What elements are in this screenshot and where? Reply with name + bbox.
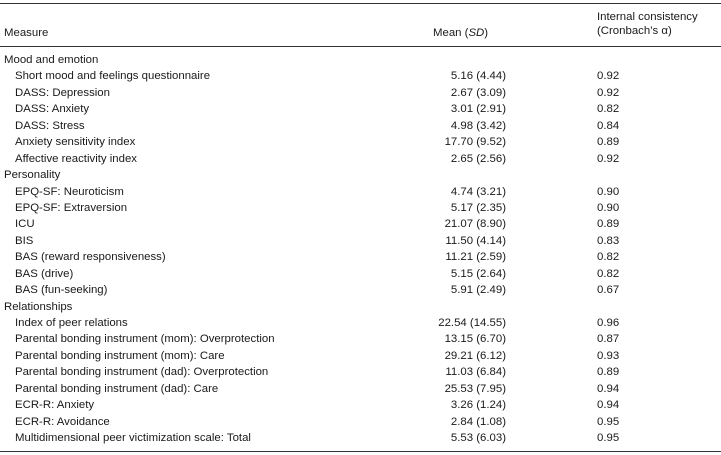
header-bottom-rule bbox=[0, 46, 721, 47]
alpha-cell: 0.89 bbox=[597, 136, 620, 149]
table-row bbox=[0, 331, 721, 347]
measure-cell: Parental bonding instrument (mom): Care bbox=[15, 349, 225, 362]
table-body bbox=[0, 52, 721, 447]
mean-sd-cell: 4.74 (3.21) bbox=[450, 185, 506, 198]
table-row bbox=[0, 118, 721, 134]
measure-cell: ICU bbox=[15, 218, 35, 231]
table-row bbox=[0, 397, 721, 413]
measure-cell: DASS: Stress bbox=[15, 119, 85, 132]
alpha-cell: 0.87 bbox=[597, 333, 620, 346]
alpha-cell: 0.90 bbox=[597, 201, 620, 214]
table-row bbox=[0, 101, 721, 117]
group-header-row bbox=[0, 52, 721, 68]
alpha-cell: 0.94 bbox=[597, 399, 620, 412]
column-header-measure: Measure bbox=[4, 27, 49, 39]
alpha-cell: 0.92 bbox=[597, 152, 620, 165]
measure-cell: Parental bonding instrument (mom): Overprotection bbox=[15, 333, 275, 346]
ic-header-line1: Internal consistency bbox=[597, 11, 698, 23]
mean-sd-cell: 17.70 (9.52) bbox=[444, 136, 506, 149]
measure-cell: Multidimensional peer victimization scale: Total bbox=[15, 432, 251, 445]
table-row bbox=[0, 364, 721, 380]
alpha-cell: 0.95 bbox=[597, 415, 620, 428]
alpha-cell: 0.89 bbox=[597, 218, 620, 231]
measure-cell: EPQ-SF: Extraversion bbox=[15, 201, 128, 214]
alpha-cell: 0.90 bbox=[597, 185, 620, 198]
alpha-cell: 0.67 bbox=[597, 284, 620, 297]
mean-sd-cell: 11.03 (6.84) bbox=[445, 366, 506, 379]
alpha-cell: 0.92 bbox=[597, 86, 620, 99]
measure-cell: Index of peer relations bbox=[15, 317, 128, 329]
alpha-cell: 0.84 bbox=[597, 119, 620, 132]
group-header-row bbox=[0, 299, 721, 315]
table-row bbox=[0, 184, 721, 200]
alpha-cell: 0.94 bbox=[597, 382, 620, 395]
table-row bbox=[0, 266, 721, 282]
ic-header-line2: (Cronbach’s α) bbox=[597, 25, 672, 37]
mean-sd-cell: 4.98 (3.42) bbox=[450, 119, 506, 132]
table-top-rule bbox=[0, 3, 721, 4]
mean-header-sd: SD bbox=[468, 27, 485, 39]
table-row bbox=[0, 200, 721, 216]
mean-sd-cell: 5.16 (4.44) bbox=[450, 70, 506, 83]
column-header-mean-sd bbox=[433, 26, 488, 40]
table-row bbox=[0, 134, 721, 150]
alpha-cell: 0.83 bbox=[597, 234, 620, 247]
column-header-internal-consistency bbox=[597, 10, 721, 38]
measure-cell: Parental bonding instrument (dad): Care bbox=[15, 382, 219, 395]
table-row bbox=[0, 315, 721, 331]
table-row bbox=[0, 85, 721, 101]
table-row bbox=[0, 249, 721, 265]
table-row bbox=[0, 282, 721, 298]
mean-sd-cell: 13.15 (6.70) bbox=[444, 333, 506, 346]
table-bottom-rule bbox=[0, 451, 721, 452]
measure-cell: Anxiety sensitivity index bbox=[15, 136, 136, 149]
alpha-cell: 0.96 bbox=[597, 317, 620, 329]
group-label: Personality bbox=[4, 169, 61, 182]
table-row bbox=[0, 151, 721, 167]
measure-cell: Short mood and feelings questionnaire bbox=[15, 70, 211, 83]
mean-sd-cell: 5.17 (2.35) bbox=[450, 201, 506, 214]
mean-sd-cell: 2.84 (1.08) bbox=[450, 415, 506, 428]
table-row bbox=[0, 348, 721, 364]
alpha-cell: 0.82 bbox=[597, 267, 620, 280]
measure-cell: Parental bonding instrument (dad): Overprotection bbox=[15, 366, 269, 379]
measure-cell: DASS: Anxiety bbox=[15, 103, 90, 116]
measure-cell: BAS (reward responsiveness) bbox=[15, 251, 166, 264]
mean-sd-cell: 5.91 (2.49) bbox=[450, 284, 506, 297]
measure-cell: BAS (drive) bbox=[15, 267, 74, 280]
measure-cell: Affective reactivity index bbox=[15, 152, 137, 165]
table-row bbox=[0, 430, 721, 446]
mean-sd-cell: 2.65 (2.56) bbox=[450, 152, 506, 165]
group-header-row bbox=[0, 167, 721, 183]
mean-sd-cell: 3.01 (2.91) bbox=[450, 103, 506, 116]
mean-sd-cell: 5.15 (2.64) bbox=[450, 267, 506, 280]
group-label: Mood and emotion bbox=[4, 54, 99, 66]
mean-sd-cell: 11.21 (2.59) bbox=[445, 251, 506, 264]
mean-sd-cell: 5.53 (6.03) bbox=[450, 432, 506, 445]
alpha-cell: 0.82 bbox=[597, 251, 620, 264]
table-row bbox=[0, 216, 721, 232]
mean-sd-cell: 3.26 (1.24) bbox=[450, 399, 506, 412]
mean-header-suffix: ) bbox=[484, 27, 489, 39]
mean-sd-cell: 2.67 (3.09) bbox=[450, 86, 506, 99]
measure-cell: EPQ-SF: Neuroticism bbox=[15, 185, 124, 198]
table-row bbox=[0, 381, 721, 397]
alpha-cell: 0.89 bbox=[597, 366, 620, 379]
alpha-cell: 0.93 bbox=[597, 349, 620, 362]
table-row bbox=[0, 233, 721, 249]
mean-sd-cell: 25.53 (7.95) bbox=[444, 382, 506, 395]
table-row bbox=[0, 414, 721, 430]
mean-sd-cell: 11.50 (4.14) bbox=[445, 234, 506, 247]
measure-cell: ECR-R: Anxiety bbox=[15, 399, 95, 412]
measure-cell: BIS bbox=[15, 234, 34, 247]
table-row bbox=[0, 68, 721, 84]
mean-header-prefix: Mean ( bbox=[433, 27, 469, 39]
measure-cell: BAS (fun-seeking) bbox=[15, 284, 108, 297]
measure-cell: ECR-R: Avoidance bbox=[15, 415, 110, 428]
mean-sd-cell: 22.54 (14.55) bbox=[438, 317, 506, 329]
group-label: Relationships bbox=[4, 300, 73, 313]
alpha-cell: 0.92 bbox=[597, 70, 620, 83]
alpha-cell: 0.82 bbox=[597, 103, 620, 116]
measure-cell: DASS: Depression bbox=[15, 86, 110, 99]
mean-sd-cell: 29.21 (6.12) bbox=[444, 349, 506, 362]
mean-sd-cell: 21.07 (8.90) bbox=[444, 218, 506, 231]
alpha-cell: 0.95 bbox=[597, 432, 620, 445]
